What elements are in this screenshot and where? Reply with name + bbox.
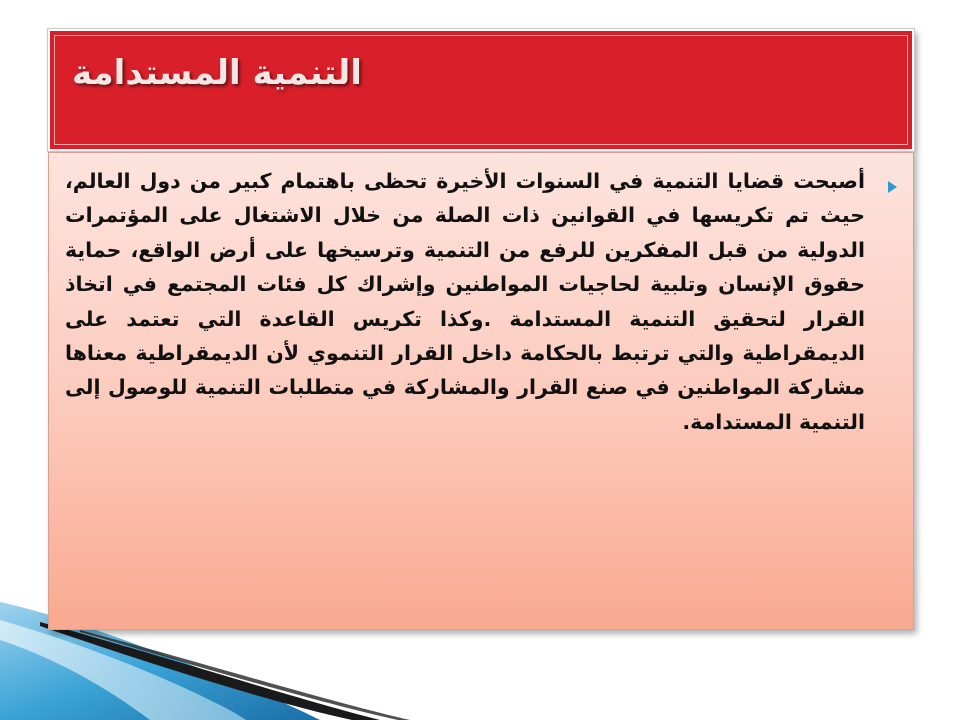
- triangle-bullet-icon: [888, 181, 897, 193]
- slide-title: التنمية المستدامة: [72, 53, 362, 93]
- content-box: [48, 152, 914, 630]
- body-paragraph: أصبحت قضايا التنمية في السنوات الأخيرة تحظى باهتمام كبير من دول العالم، حيث تم تكريسها في القوانين ذات الصلة من خلال الاشتغال على المؤتمرات الدولية من قبل المفكرين للرفع من التنمية وترسيخها على أرض الواقع، حماية حقوق الإنسان وتلبية لحاجيات المواطنين وإشراك كل فئات المجتمع في اتخاذ القرار لتحقيق التنمية المستدامة .وكذا تكريس القاعدة التي تعتمد على الديمقراطية والتي ترتبط بالحكامة داخل القرار التنموي لأن الديمقراطية معناها مشاركة المواطنين في صنع القرار والمشاركة في متطلبات التنمية للوصول إلى التنمية المستدامة.: [65, 169, 865, 434]
- title-box: [48, 29, 914, 151]
